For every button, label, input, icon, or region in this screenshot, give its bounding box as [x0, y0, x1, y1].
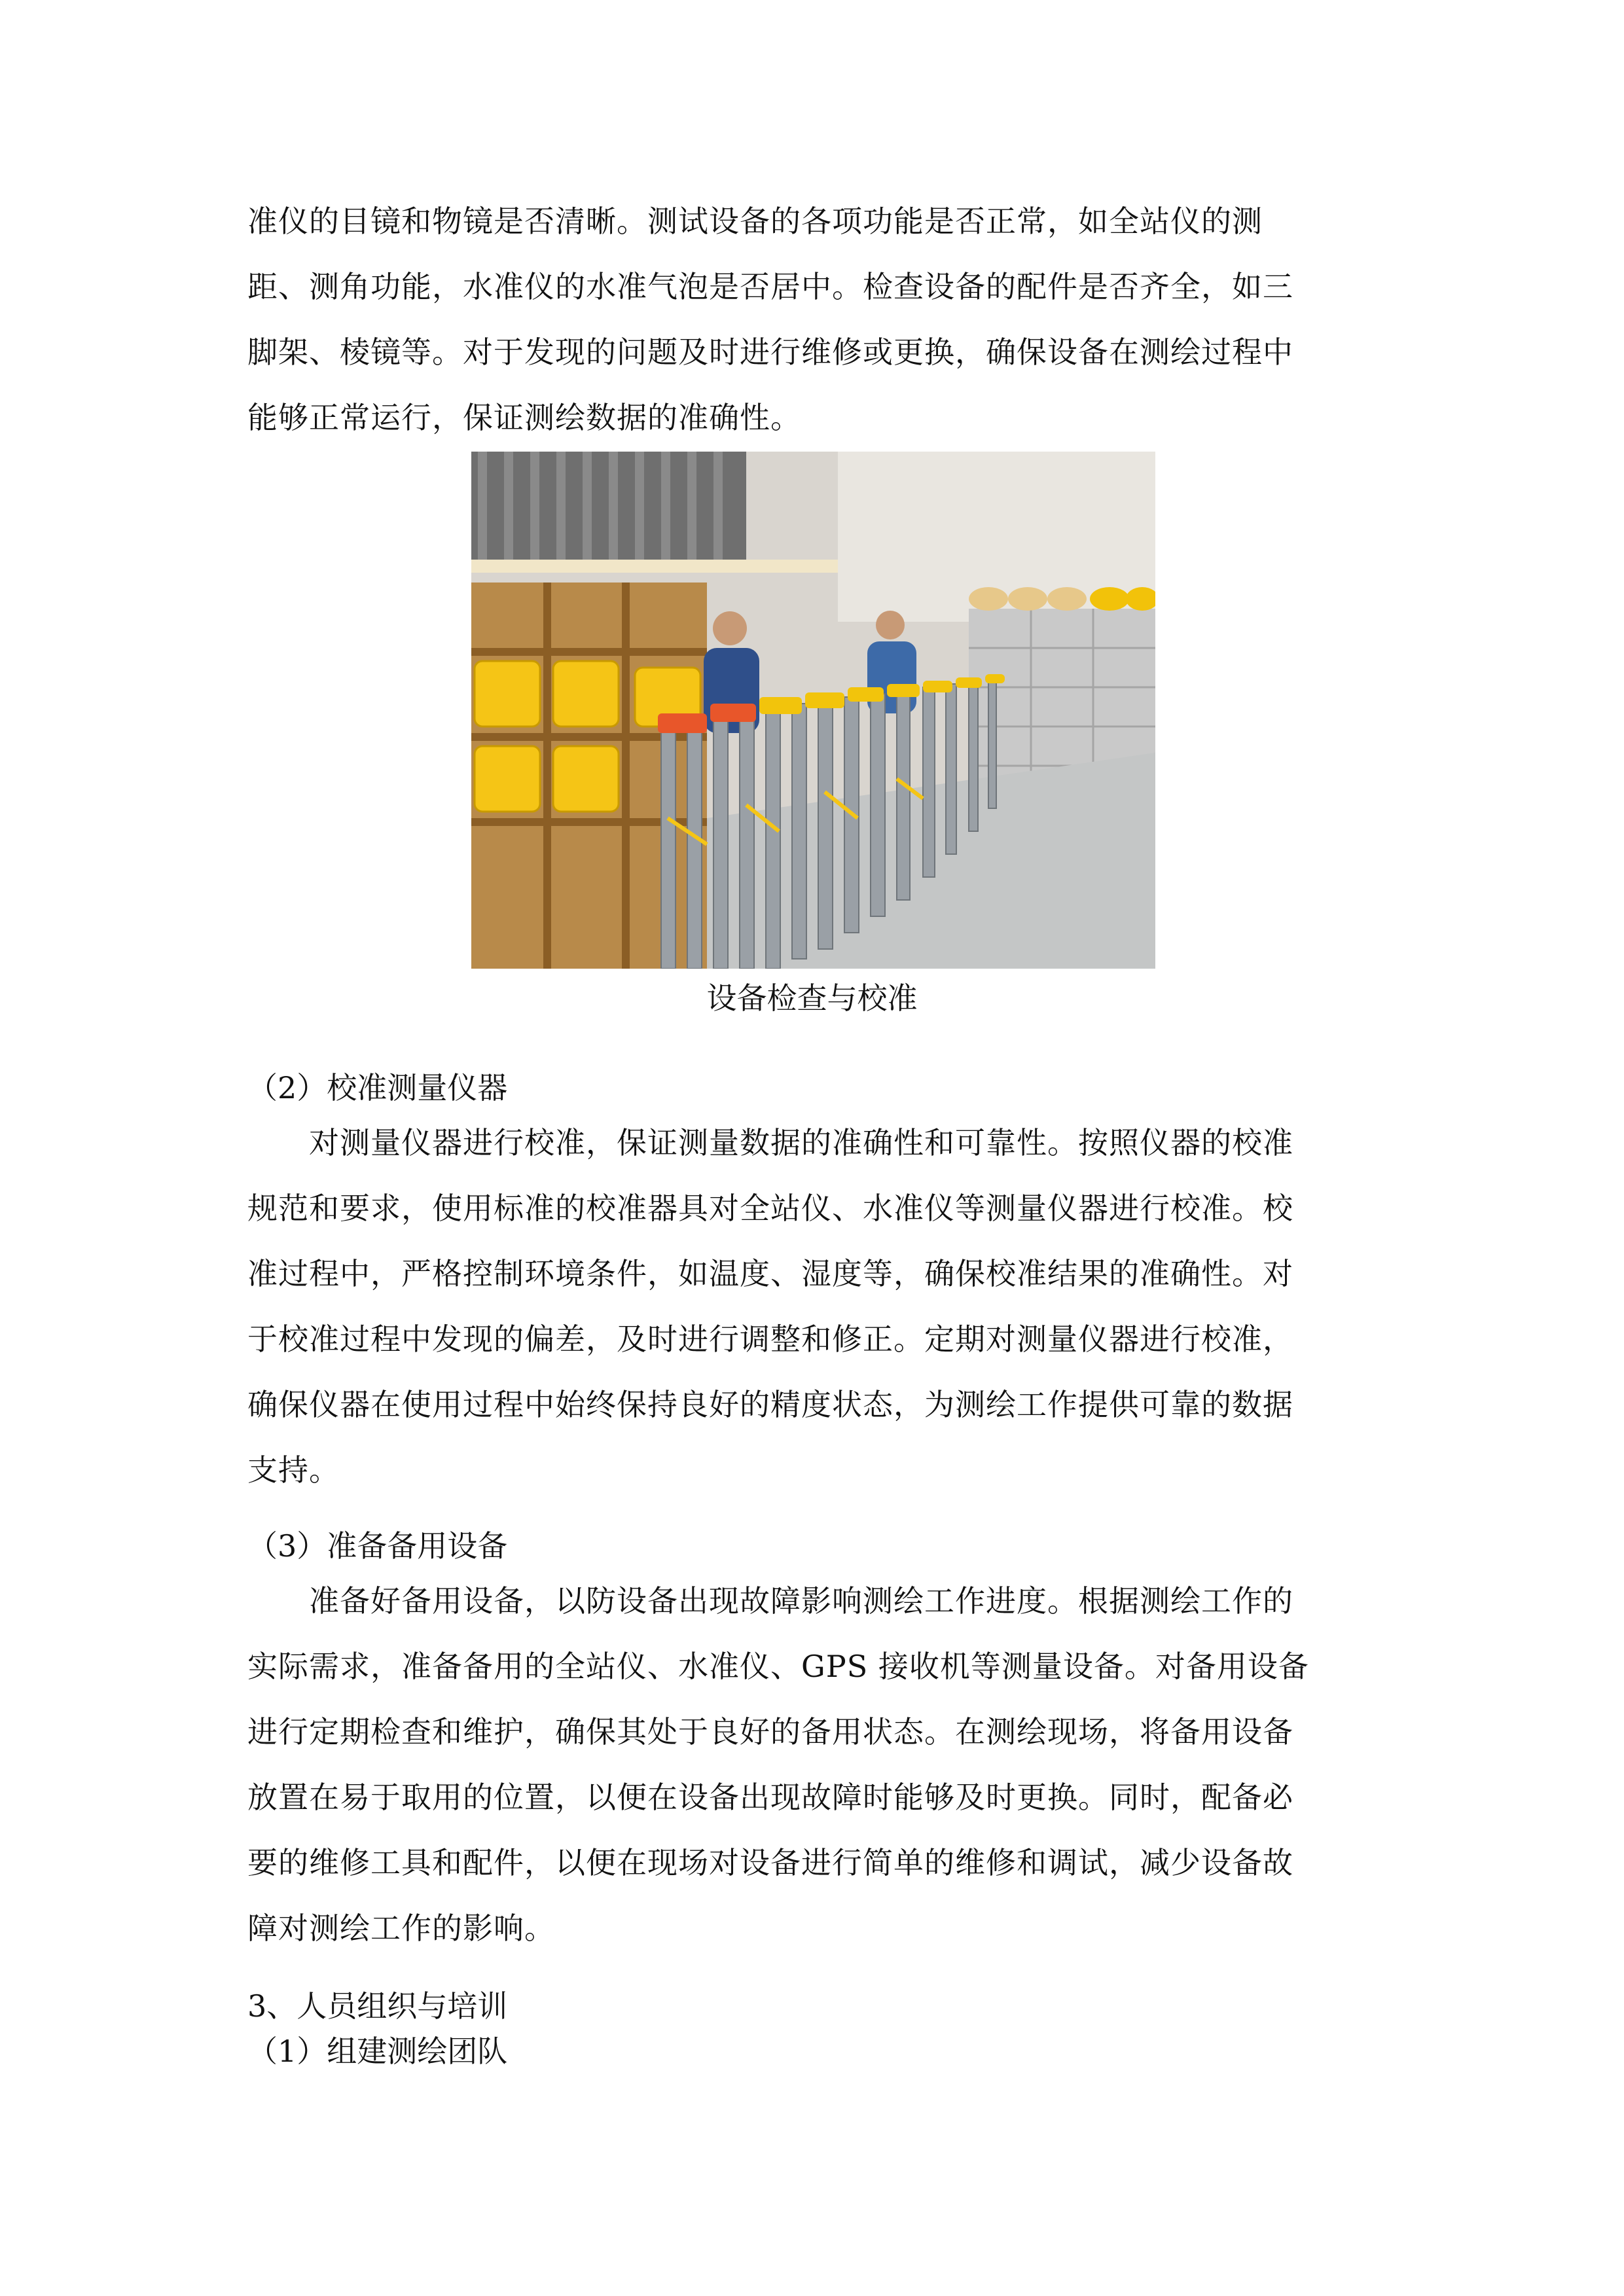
chapter-heading: 3、人员组织与培训 — [247, 1988, 508, 2024]
section-heading-3: （3）准备备用设备 — [247, 1528, 508, 1564]
intro-paragraph: 准仪的目镜和物镜是否清晰。测试设备的各项功能是否正常，如全站仪的测 距、测角功能，水准仪的水准气泡是否居中。检查设备的配件是否齐全，如三 脚架、棱镜等。对于发现的问题及时进行维修或更换，确保设备在测绘过程中 能够正常运行，保证测绘数据的准确性。 — [247, 204, 1293, 435]
equipment-photo — [471, 452, 1155, 969]
section-body-3: 准备好备用设备，以防设备出现故障影响测绘工作进度。根据测绘工作的 实际需求，准备备用的全站仪、水准仪、GPS 接收机等测量设备。对备用设备 进行定期检查和维护，确保其处于良好的备用状态。在测绘现场，将备用设备 放置在易于取用的位置，以便在设备出现故障时能够及时更换。同时，配备必 要的维修工具和配件，以便在现场对设备进行简单的维修和调试，减少设备故 障对测绘工作的影响。 — [247, 1583, 1309, 1946]
section-heading-2: （2）校准测量仪器 — [247, 1070, 508, 1105]
equipment-room-illustration — [471, 452, 1155, 969]
subsection-heading-1: （1）组建测绘团队 — [247, 2034, 508, 2069]
section-body-2: 对测量仪器进行校准，保证测量数据的准确性和可靠性。按照仪器的校准 规范和要求，使用标准的校准器具对全站仪、水准仪等测量仪器进行校准。校 准过程中，严格控制环境条件，如温度、湿度等，确保校准结果的准确性。对 于校准过程中发现的偏差，及时进行调整和修正。定期对测量仪器进行校准， 确保仪器在使用过程中始终保持良好的精度状态，为测绘工作提供可靠的数据 支持。 — [247, 1125, 1293, 1488]
figure-caption: 设备检查与校准 — [706, 980, 918, 1016]
